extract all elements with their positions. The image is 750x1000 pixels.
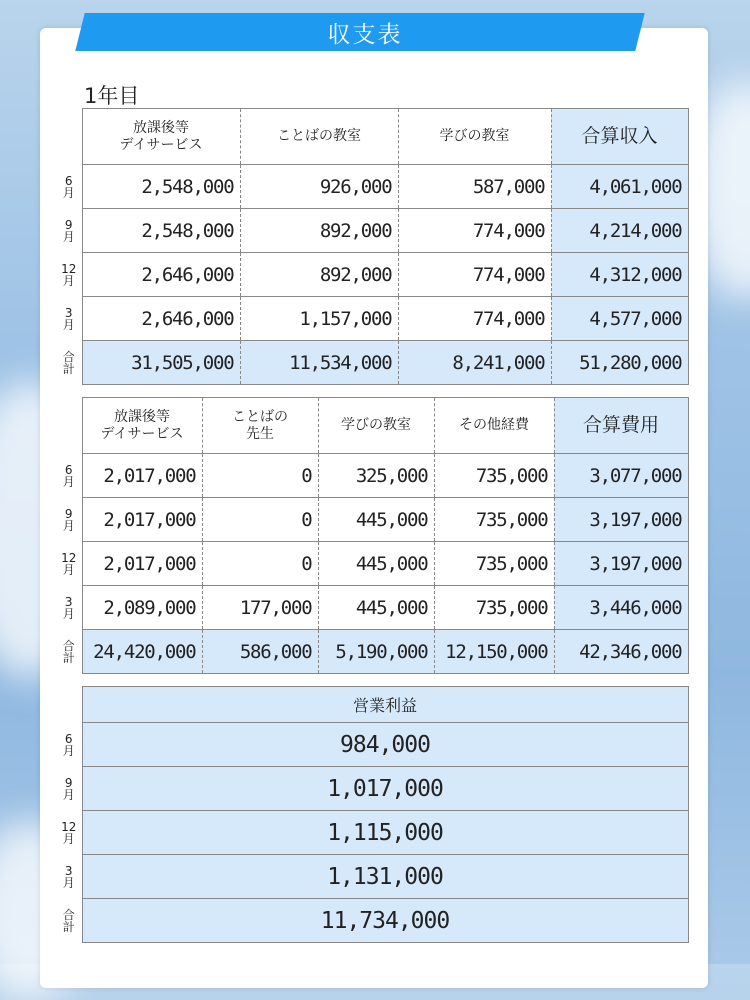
income-cell: 31,505,000: [82, 341, 240, 385]
month-number: 3: [64, 863, 73, 878]
expense-cell: 3,197,000: [554, 542, 688, 586]
income-header-total: 合算収入: [551, 109, 688, 165]
month-unit: 月: [62, 831, 75, 846]
profit-row-label: [56, 855, 82, 899]
month-number: 12: [61, 550, 77, 565]
month-number: 合: [62, 907, 75, 922]
income-cell: 2,548,000: [82, 165, 240, 209]
profit-row-label: [56, 899, 82, 943]
expense-cell: 445,000: [318, 498, 434, 542]
expense-header-total: 合算費用: [554, 398, 688, 454]
profit-table-row: [56, 811, 688, 855]
profit-row-label: [56, 723, 82, 767]
income-cell: 4,312,000: [551, 253, 688, 297]
month-unit: 計: [62, 919, 75, 934]
profit-value: 1,131,000: [82, 855, 688, 899]
month-number: 6: [64, 173, 73, 188]
month-number: 9: [64, 775, 73, 790]
income-table-row: [56, 297, 688, 341]
income-cell: 4,214,000: [551, 209, 688, 253]
expense-cell: 0: [202, 498, 318, 542]
expense-header-other: その他経費: [434, 398, 554, 454]
income-cell: 926,000: [240, 165, 398, 209]
month-unit: 月: [62, 474, 75, 489]
expense-row-label: [56, 498, 82, 542]
income-cell: 11,534,000: [240, 341, 398, 385]
profit-table-row: [56, 899, 688, 943]
profit-table-row: [56, 767, 688, 811]
expense-cell: 5,190,000: [318, 630, 434, 674]
year-label: 1年目: [84, 84, 140, 108]
month-number: 6: [64, 731, 73, 746]
income-row-label: [56, 297, 82, 341]
profit-value: 11,734,000: [82, 899, 688, 943]
month-number: 6: [64, 462, 73, 477]
profit-row-label: [56, 767, 82, 811]
month-number: 12: [61, 261, 77, 276]
month-unit: 月: [62, 518, 75, 533]
profit-table-row: [56, 855, 688, 899]
income-cell: 2,548,000: [82, 209, 240, 253]
income-cell: 587,000: [398, 165, 551, 209]
profit-value: 1,115,000: [82, 811, 688, 855]
expense-cell: 2,017,000: [82, 542, 202, 586]
income-header-afterschool: 放課後等 デイサービス: [82, 109, 240, 165]
month-unit: 月: [62, 743, 75, 758]
month-unit: 月: [62, 185, 75, 200]
expense-cell: 177,000: [202, 586, 318, 630]
income-header-manabi: 学びの教室: [398, 109, 551, 165]
expense-cell: 12,150,000: [434, 630, 554, 674]
expense-cell: 24,420,000: [82, 630, 202, 674]
month-unit: 月: [62, 606, 75, 621]
income-cell: 774,000: [398, 297, 551, 341]
expense-cell: 2,017,000: [82, 454, 202, 498]
expense-cell: 0: [202, 454, 318, 498]
expense-row-label: [56, 542, 82, 586]
month-unit: 月: [62, 787, 75, 802]
profit-row-label: [56, 811, 82, 855]
expense-cell: 325,000: [318, 454, 434, 498]
month-number: 12: [61, 819, 77, 834]
month-unit: 計: [62, 361, 75, 376]
expense-row-label: [56, 586, 82, 630]
income-cell: 892,000: [240, 209, 398, 253]
income-row-label: [56, 165, 82, 209]
profit-header: 営業利益: [82, 687, 688, 723]
income-cell: 51,280,000: [551, 341, 688, 385]
expense-cell: 3,197,000: [554, 498, 688, 542]
month-unit: 月: [62, 273, 75, 288]
profit-value: 984,000: [82, 723, 688, 767]
income-cell: 892,000: [240, 253, 398, 297]
income-cell: 4,061,000: [551, 165, 688, 209]
expense-cell: 735,000: [434, 454, 554, 498]
month-number: 合: [62, 638, 75, 653]
expense-table: [56, 397, 689, 674]
expense-cell: 445,000: [318, 542, 434, 586]
expense-cell: 2,089,000: [82, 586, 202, 630]
expense-table-row: [56, 498, 688, 542]
income-table: [56, 108, 689, 385]
expense-cell: 586,000: [202, 630, 318, 674]
expense-table-row: [56, 586, 688, 630]
expense-table-row: [56, 454, 688, 498]
month-number: 3: [64, 305, 73, 320]
expense-cell: 3,077,000: [554, 454, 688, 498]
page-title: 収支表: [327, 21, 403, 48]
month-unit: 計: [62, 650, 75, 665]
profit-table: [56, 686, 689, 943]
income-table-row: [56, 209, 688, 253]
month-unit: 月: [62, 562, 75, 577]
income-table-row: [56, 165, 688, 209]
income-cell: 8,241,000: [398, 341, 551, 385]
expense-row-label: [56, 630, 82, 674]
month-number: 3: [64, 594, 73, 609]
month-number: 9: [64, 217, 73, 232]
expense-header-kotoba-teacher: ことばの 先生: [202, 398, 318, 454]
income-header-kotoba: ことばの教室: [240, 109, 398, 165]
month-unit: 月: [62, 317, 75, 332]
expense-cell: 735,000: [434, 498, 554, 542]
income-cell: 2,646,000: [82, 297, 240, 341]
expense-cell: 42,346,000: [554, 630, 688, 674]
income-cell: 2,646,000: [82, 253, 240, 297]
profit-table-row: [56, 723, 688, 767]
income-row-label: [56, 253, 82, 297]
month-number: 9: [64, 506, 73, 521]
month-unit: 月: [62, 229, 75, 244]
income-row-label: [56, 341, 82, 385]
expense-table-row: [56, 542, 688, 586]
profit-value: 1,017,000: [82, 767, 688, 811]
expense-header-manabi: 学びの教室: [318, 398, 434, 454]
expense-cell: 3,446,000: [554, 586, 688, 630]
month-number: 合: [62, 349, 75, 364]
income-row-label: [56, 209, 82, 253]
expense-cell: 735,000: [434, 542, 554, 586]
expense-cell: 2,017,000: [82, 498, 202, 542]
income-cell: 4,577,000: [551, 297, 688, 341]
expense-header-afterschool: 放課後等 デイサービス: [82, 398, 202, 454]
month-unit: 月: [62, 875, 75, 890]
income-cell: 774,000: [398, 253, 551, 297]
income-table-row: [56, 341, 688, 385]
expense-cell: 735,000: [434, 586, 554, 630]
expense-table-row: [56, 630, 688, 674]
expense-cell: 445,000: [318, 586, 434, 630]
income-cell: 1,157,000: [240, 297, 398, 341]
expense-cell: 0: [202, 542, 318, 586]
expense-row-label: [56, 454, 82, 498]
income-table-row: [56, 253, 688, 297]
income-cell: 774,000: [398, 209, 551, 253]
